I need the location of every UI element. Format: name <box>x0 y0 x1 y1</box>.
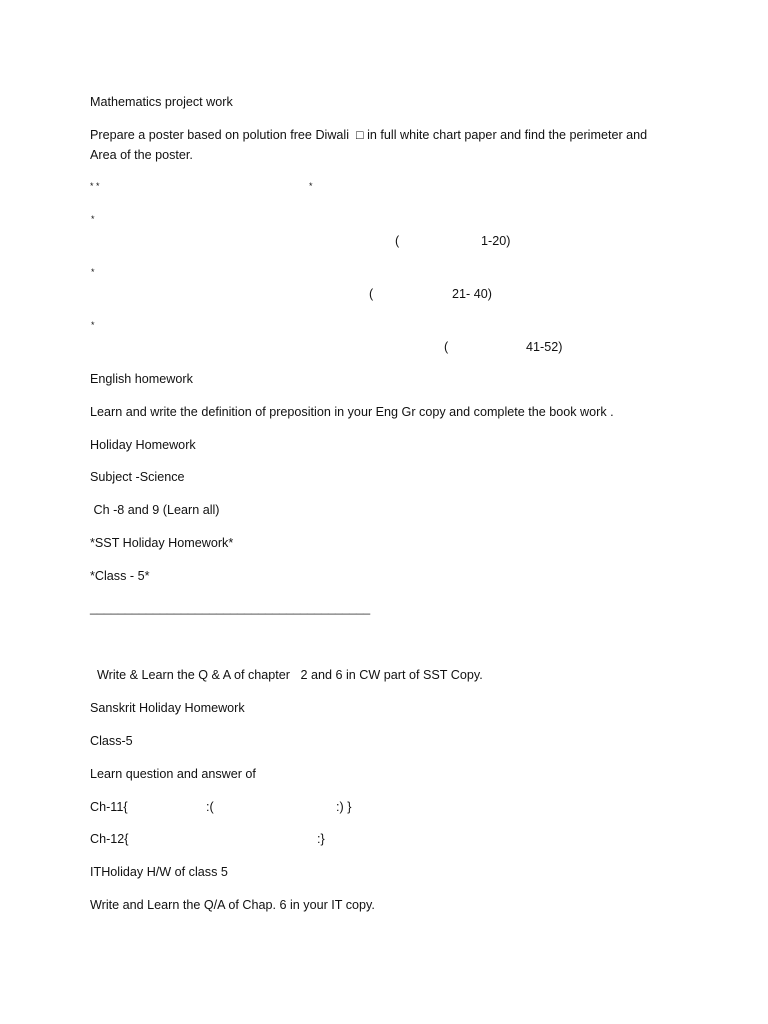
math-range-c-value: 41-52) <box>526 340 563 354</box>
sanskrit-ch12-end: :} <box>317 832 325 846</box>
math-range-b-open: ( <box>369 287 374 301</box>
it-task: Write and Learn the Q/A of Chap. 6 in your IT copy. <box>90 898 375 912</box>
math-heading: Mathematics project work <box>90 95 233 109</box>
math-bullet-mid: * <box>309 181 313 191</box>
math-bullet-a: * <box>91 214 95 224</box>
science-subject: Subject -Science <box>90 470 185 484</box>
science-task: Ch -8 and 9 (Learn all) <box>90 503 220 517</box>
sst-task: Write & Learn the Q & A of chapter 2 and 6 in CW part of SST Copy. <box>90 668 483 682</box>
sanskrit-class: Class-5 <box>90 734 133 748</box>
sanskrit-ch11-end: :) } <box>336 800 352 814</box>
science-heading: Holiday Homework <box>90 438 196 452</box>
math-range-a-value: 1-20) <box>481 234 511 248</box>
math-bullet-b: * <box>91 267 95 277</box>
math-range-a-open: ( <box>395 234 400 248</box>
sanskrit-ch12-start: Ch-12{ <box>90 832 129 846</box>
sanskrit-ch11-mid: :( <box>206 800 214 814</box>
sanskrit-ch11-start: Ch-11{ <box>90 800 128 814</box>
sanskrit-task: Learn question and answer of <box>90 767 256 781</box>
sst-class: *Class - 5* <box>90 569 150 583</box>
math-range-b-value: 21- 40) <box>452 287 492 301</box>
math-range-c-open: ( <box>444 340 449 354</box>
math-bullet-c: * <box>91 320 95 330</box>
sanskrit-heading: Sanskrit Holiday Homework <box>90 701 245 715</box>
math-bullets-left: * * <box>90 181 100 191</box>
sst-divider: ________________________________________ <box>90 601 371 615</box>
math-task-line-2: Area of the poster. <box>90 148 193 162</box>
english-heading: English homework <box>90 372 193 386</box>
math-task-line-1: Prepare a poster based on polution free Diwali □ in full white chart paper and find the perimeter and <box>90 128 648 142</box>
english-task: Learn and write the definition of preposition in your Eng Gr copy and complete the book work . <box>90 405 614 419</box>
sst-heading: *SST Holiday Homework* <box>90 536 234 550</box>
it-heading: ITHoliday H/W of class 5 <box>90 865 228 879</box>
